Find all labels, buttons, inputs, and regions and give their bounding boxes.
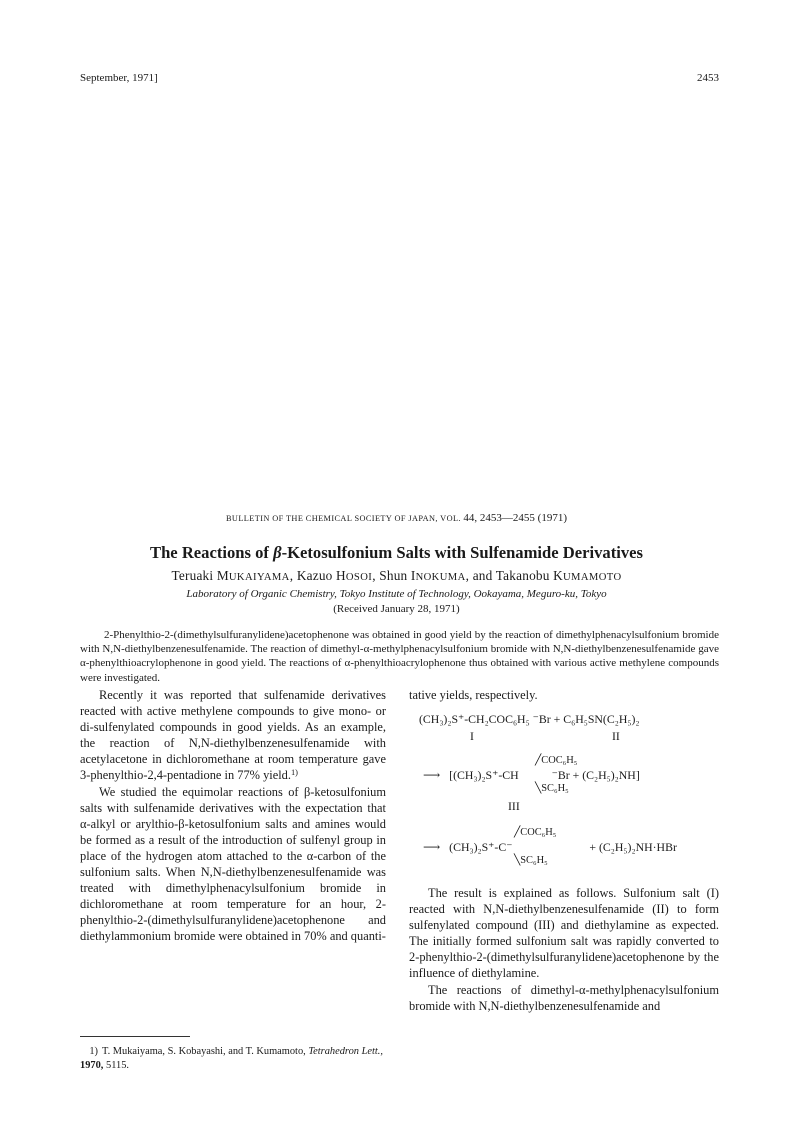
received-date: (Received January 28, 1971)	[333, 603, 460, 615]
journal-name: BULLETIN OF THE CHEMICAL SOCIETY OF JAPAN, VOL.	[226, 514, 461, 523]
ylide-phenylthio: SC₆H₅	[520, 855, 548, 866]
journal-volume: 44, 2453—2455 (1971)	[463, 512, 567, 524]
paragraph-intro	[80, 687, 386, 784]
author-0	[171, 568, 296, 583]
abstract: 2-Phenylthio-2-(dimethylsulfuranylidene)acetophenone was obtained in good yield by the reaction of dimethylphenacylsulfonium bromide with N,N-diethylbenzenesulfenamide. The reaction of dimethyl-α-methylphenacylsulfonium bromide with N,N-diethylbenzenesulfenamide gave α-phenylthioacrylophenone in good yield. The reactions of α-phenylthioacrylophenone thus obtained with various active methylene compounds were investigated.	[80, 629, 719, 684]
author-surname-initial: I	[410, 568, 416, 583]
ylide-substituent-bottom: ╲SC₆H₅	[514, 855, 548, 866]
author-separator: ,	[289, 568, 297, 583]
label-compound-III: III	[508, 799, 520, 813]
reaction-arrow: ⟶	[423, 840, 441, 854]
substituent-benzoyl: COC₆H₅	[541, 755, 578, 766]
reaction-arrow: ⟶	[423, 768, 441, 782]
author-surname-initial: K	[553, 568, 563, 583]
intro-text: Recently it was reported that sulfenamide derivatives reacted with active methylene compounds to give mono- or di-sulfenylated compounds in good yields. As an example, the reaction of N,N-diethylbenzenesulfenamide with acetylacetone in dichloromethane at room temperature gave 3-phenylthio-2,4-pentadione in 77% yield.	[80, 688, 386, 783]
footnote-authors: T. Mukaiyama, S. Kobayashi, and T. Kumamoto,	[102, 1046, 306, 1057]
author-surname-rest: UKAIYAMA	[228, 572, 290, 583]
paragraph-explanation: The result is explained as follows. Sulfonium salt (I) reacted with N,N-diethylbenzenesulfenamide (II) to form sulfenylated compound (III) and diethylamine as expected. The initially formed sulfonium salt was rapidly converted to 2-phenylthio-2-(dimethylsulfuranylidene)acetophenone by the influence of diethylamine.	[409, 886, 719, 981]
label-compound-II: II	[612, 729, 620, 743]
paper-title	[0, 543, 793, 563]
left-column	[80, 687, 386, 945]
author-surname-rest: OSOI	[345, 572, 373, 583]
title-part-post: -Ketosulfonium Salts with Sulfenamide Derivatives	[281, 543, 643, 562]
page-number: 2453	[697, 72, 719, 84]
footnote	[80, 1045, 386, 1073]
substituent-top: ╱COC₆H₅	[535, 755, 578, 766]
footnote-year: 1970,	[80, 1060, 104, 1071]
author-separator: , and	[465, 568, 496, 583]
amine-salt-product: + (C₂H₅)₂NH·HBr	[589, 840, 677, 854]
author-separator: ,	[372, 568, 380, 583]
title-beta: β	[273, 543, 282, 562]
author-first-name: Teruaki	[171, 568, 217, 583]
paragraph-study: We studied the equimolar reactions of β-ketosulfonium salts with sulfenamide derivatives with the expectation that α-alkyl or arylthio-β-ketosulfonium salts and amines would be formed as a result of the introduction of sulfenyl group in place of the hydrogen atom attached to the α-carbon of the sulfonium salts. When N,N-diethylbenzenesulfenamide was treated with dimethylphenacylsulfonium bromide in dichloromethane at room temperature for an hour, 2-phenylthio-2-(dimethylsulfuranylidene)acetophenone and diethylammonium bromide were obtained in 70% and quanti-	[80, 784, 386, 944]
equation-intermediate	[423, 768, 640, 783]
right-column-continuation	[409, 687, 719, 703]
author-2	[379, 568, 496, 583]
footnote-ref: 1)	[290, 767, 298, 778]
intermediate-byproducts: ⁻Br + (C₂H₅)₂NH]	[551, 768, 640, 782]
affiliation: Laboratory of Organic Chemistry, Tokyo Institute of Technology, Ookayama, Meguro-ku, Tokyo	[186, 588, 607, 600]
ylide-benzoyl: COC₆H₅	[520, 827, 557, 838]
right-column-body	[409, 885, 719, 1014]
author-first-name: Kazuo	[296, 568, 337, 583]
footnote-pages: 5115.	[106, 1060, 129, 1071]
substituent-phenylthio: SC₆H₅	[541, 783, 569, 794]
author-3	[496, 568, 622, 583]
paragraph-methyl-reaction: The reactions of dimethyl-α-methylphenacylsulfonium bromide with N,N-diethylbenzenesulfenamide and	[409, 982, 719, 1013]
author-first-name: Shun	[379, 568, 411, 583]
plus-sign: +	[553, 712, 561, 726]
author-first-name: Takanobu	[495, 568, 554, 583]
journal-citation-line	[0, 512, 793, 524]
author-surname-initial: M	[216, 568, 229, 583]
substituent-bottom: ╲SC₆H₅	[535, 783, 569, 794]
footnote-number: 1)	[89, 1046, 98, 1057]
reactant-sulfonium-salt: (CH₃)₂S⁺-CH₂COC₆H₅ ⁻Br	[419, 712, 551, 726]
reactant-sulfenamide: C₆H₅SN(C₂H₅)₂	[563, 712, 640, 726]
continuation-text: tative yields, respectively.	[409, 688, 538, 702]
author-surname-rest: NOKUMA	[415, 572, 466, 583]
label-compound-I: I	[470, 729, 474, 743]
footnote-divider	[80, 1036, 190, 1037]
running-header-date: September, 1971]	[80, 72, 158, 84]
ylide-core: (CH₃)₂S⁺-C⁻	[449, 840, 513, 854]
author-surname-rest: UMAMOTO	[562, 572, 622, 583]
equation-reactants	[419, 712, 640, 727]
ylide-substituent-top: ╱COC₆H₅	[514, 827, 557, 838]
author-surname-initial: H	[336, 568, 346, 583]
author-1	[297, 568, 379, 583]
equation-products	[423, 840, 677, 855]
author-list	[0, 568, 793, 584]
intermediate-core: [(CH₃)₂S⁺-CH	[449, 768, 519, 782]
title-part-pre: The Reactions of	[150, 543, 274, 562]
footnote-journal: Tetrahedron Lett.,	[308, 1046, 383, 1057]
